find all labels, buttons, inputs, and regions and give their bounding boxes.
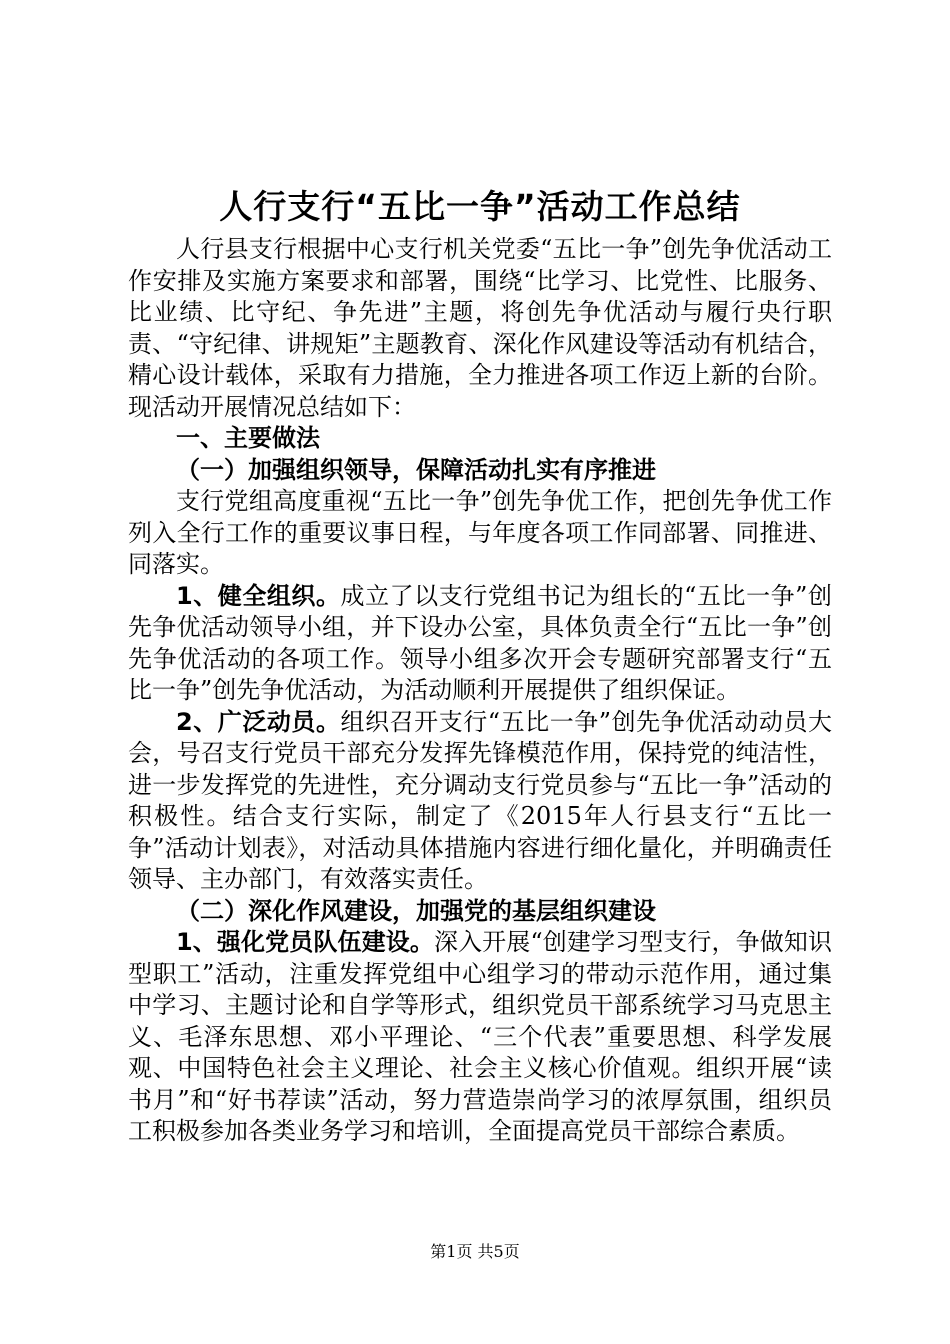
item-paragraph-mobilization: [128, 707, 832, 896]
document-body: [128, 186, 832, 1148]
item-lead-party-members: 1、强化党员队伍建设。: [176, 928, 434, 956]
item-text-mobilization: 组织召开支行“五比一争”创先争优活动动员大会，号召支行党员干部充分发挥先锋模范作用，保持党的纯洁性，进一步发挥党的先进性，充分调动支行党员参与“五比一争”活动的积极性。结合支行实际，制定了《2015年人行县支行“五比一争”活动计划表》，对活动具体措施内容进行细化量化，并明确责任领导、主办部门，有效落实责任。: [128, 707, 832, 893]
page-number-footer: 第1页 共5页: [430, 1242, 520, 1261]
item-paragraph-organization: [128, 581, 832, 707]
item-lead-mobilization: 2、广泛动员。: [176, 707, 341, 736]
item-text-organization: 成立了以支行党组书记为组长的“五比一争”创先争优活动领导小组，并下设办公室，具体负责全行“五比一争”创先争优活动的各项工作。领导小组多次开会专题研究部署支行“五比一争”创先争优活动，为活动顺利开展提供了组织保证。: [128, 581, 832, 704]
item-text-party-members: 深入开展“创建学习型支行，争做知识型职工”活动，注重发挥党组中心组学习的带动示范作用，通过集中学习、主题讨论和自学等形式，组织党员干部系统学习马克思主义、毛泽东思想、邓小平理论、“三个代表”重要思想、科学发展观、中国特色社会主义理论、社会主义核心价值观。组织开展“读书月”和“好书荐读”活动，努力营造崇尚学习的浓厚氛围，组织员工积极参加各类业务学习和培训，全面提高党员干部综合素质。: [128, 928, 832, 1145]
subsection-heading-work-style: （二）深化作风建设，加强党的基层组织建设: [176, 896, 656, 925]
section-heading-main-practices: 一、主要做法: [176, 424, 320, 452]
document-title: 人行支行“五比一争”活动工作总结: [219, 187, 741, 226]
intro-paragraph: 人行县支行根据中心支行机关党委“五比一争”创先争优活动工作安排及实施方案要求和部署，围绕“比学习、比党性、比服务、比业绩、比守纪、争先进”主题，将创先争优活动与履行央行职责、“守纪律、讲规矩”主题教育、深化作风建设等活动有机结合，精心设计载体，采取有力措施，全力推进各项工作迈上新的台阶。现活动开展情况总结如下：: [128, 235, 832, 421]
item-paragraph-party-members: [128, 927, 832, 1148]
item-lead-organization: 1、健全组织。: [176, 581, 341, 610]
subsection-paragraph-organization: 支行党组高度重视“五比一争”创先争优工作，把创先争优工作列入全行工作的重要议事日程，与年度各项工作同部署、同推进、同落实。: [128, 487, 832, 578]
subsection-heading-organization: （一）加强组织领导，保障活动扎实有序推进: [176, 455, 656, 484]
